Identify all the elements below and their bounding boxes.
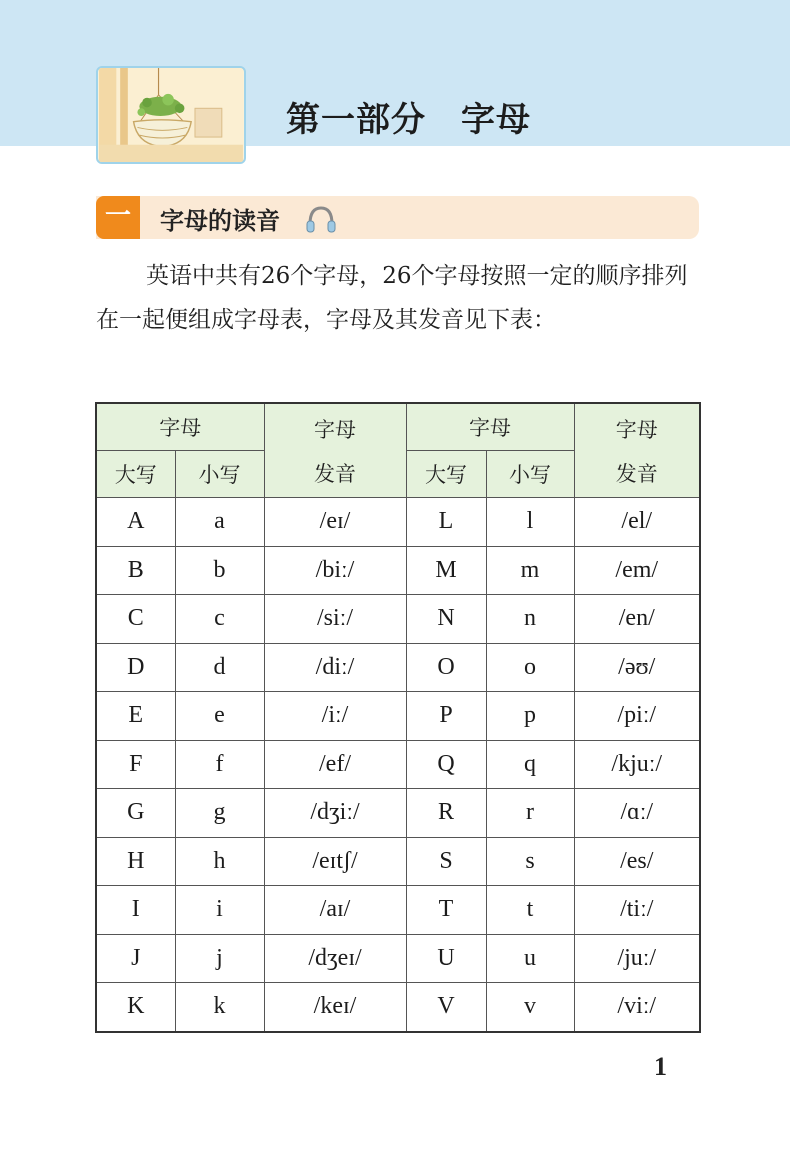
lowercase-cell: p	[486, 692, 574, 741]
hanging-plant-illustration	[96, 66, 246, 164]
lowercase-cell: a	[175, 498, 264, 547]
uppercase-cell: T	[406, 886, 486, 935]
lowercase-cell: q	[486, 740, 574, 789]
lowercase-cell: k	[175, 983, 264, 1032]
pronunciation-cell: /viː/	[574, 983, 700, 1032]
header-pronunciation	[264, 403, 406, 498]
pronunciation-cell: /dʒeɪ/	[264, 934, 406, 983]
uppercase-cell: O	[406, 643, 486, 692]
pronunciation-cell: /juː/	[574, 934, 700, 983]
lowercase-cell: d	[175, 643, 264, 692]
lowercase-cell: t	[486, 886, 574, 935]
pronunciation-cell: /tiː/	[574, 886, 700, 935]
pronunciation-cell: /dʒiː/	[264, 789, 406, 838]
header-uppercase: 大写	[96, 451, 175, 498]
lowercase-cell: e	[175, 692, 264, 741]
intro-paragraph: 英语中共有26个字母，26个字母按照一定的顺序排列在一起便组成字母表，字母及其发音见下表：	[96, 263, 688, 333]
uppercase-cell: C	[96, 595, 175, 644]
table-row	[96, 740, 700, 789]
pronunciation-cell: /diː/	[264, 643, 406, 692]
table-row	[96, 886, 700, 935]
pronunciation-cell: /iː/	[264, 692, 406, 741]
uppercase-cell: E	[96, 692, 175, 741]
uppercase-cell: S	[406, 837, 486, 886]
uppercase-cell: D	[96, 643, 175, 692]
uppercase-cell: U	[406, 934, 486, 983]
lowercase-cell: l	[486, 498, 574, 547]
header-pronunciation	[574, 403, 700, 498]
uppercase-cell: A	[96, 498, 175, 547]
pronunciation-cell: /em/	[574, 546, 700, 595]
lowercase-cell: n	[486, 595, 574, 644]
pronunciation-cell: /kjuː/	[574, 740, 700, 789]
table-row	[96, 983, 700, 1032]
pronunciation-cell: /el/	[574, 498, 700, 547]
table-row	[96, 934, 700, 983]
lowercase-cell: j	[175, 934, 264, 983]
alphabet-table	[95, 402, 701, 1033]
uppercase-cell: F	[96, 740, 175, 789]
pronunciation-cell: /eɪ/	[264, 498, 406, 547]
header-letter-group: 字母	[96, 403, 264, 451]
lowercase-cell: i	[175, 886, 264, 935]
lowercase-cell: g	[175, 789, 264, 838]
lowercase-cell: u	[486, 934, 574, 983]
table-row	[96, 837, 700, 886]
uppercase-cell: N	[406, 595, 486, 644]
table-row	[96, 498, 700, 547]
uppercase-cell: I	[96, 886, 175, 935]
uppercase-cell: Q	[406, 740, 486, 789]
lowercase-cell: m	[486, 546, 574, 595]
pronunciation-cell: /eɪtʃ/	[264, 837, 406, 886]
uppercase-cell: H	[96, 837, 175, 886]
header-letter-group: 字母	[406, 403, 574, 451]
table-row	[96, 643, 700, 692]
uppercase-cell: L	[406, 498, 486, 547]
pronunciation-cell: /en/	[574, 595, 700, 644]
page-title: 第一部分 字母	[286, 100, 531, 140]
lowercase-cell: f	[175, 740, 264, 789]
header-pronunciation-line2: 发音	[314, 461, 356, 486]
pronunciation-cell: /aɪ/	[264, 886, 406, 935]
pronunciation-cell: /siː/	[264, 595, 406, 644]
header-uppercase: 大写	[406, 451, 486, 498]
pronunciation-cell: /əʊ/	[574, 643, 700, 692]
header-lowercase: 小写	[486, 451, 574, 498]
pronunciation-cell: /es/	[574, 837, 700, 886]
uppercase-cell: G	[96, 789, 175, 838]
pronunciation-cell: /ef/	[264, 740, 406, 789]
header-pronunciation-line2: 发音	[615, 461, 658, 486]
table-row	[96, 595, 700, 644]
header-pronunciation-line1: 字母	[314, 417, 356, 442]
lowercase-cell: b	[175, 546, 264, 595]
header-lowercase: 小写	[175, 451, 264, 498]
header-pronunciation-line1: 字母	[615, 417, 658, 442]
uppercase-cell: M	[406, 546, 486, 595]
uppercase-cell: V	[406, 983, 486, 1032]
table-row	[96, 789, 700, 838]
page-number: 1	[654, 1052, 667, 1081]
lowercase-cell: r	[486, 789, 574, 838]
section-number: 一	[96, 196, 140, 239]
lowercase-cell: c	[175, 595, 264, 644]
lowercase-cell: v	[486, 983, 574, 1032]
table-row	[96, 546, 700, 595]
lowercase-cell: s	[486, 837, 574, 886]
uppercase-cell: B	[96, 546, 175, 595]
uppercase-cell: R	[406, 789, 486, 838]
pronunciation-cell: /keɪ/	[264, 983, 406, 1032]
uppercase-cell: J	[96, 934, 175, 983]
headphones-icon[interactable]	[304, 204, 338, 234]
pronunciation-cell: /biː/	[264, 546, 406, 595]
uppercase-cell: P	[406, 692, 486, 741]
pronunciation-cell: /ɑː/	[574, 789, 700, 838]
pronunciation-cell: /piː/	[574, 692, 700, 741]
uppercase-cell: K	[96, 983, 175, 1032]
lowercase-cell: h	[175, 837, 264, 886]
lowercase-cell: o	[486, 643, 574, 692]
table-row	[96, 692, 700, 741]
section-title: 字母的读音	[160, 207, 280, 235]
